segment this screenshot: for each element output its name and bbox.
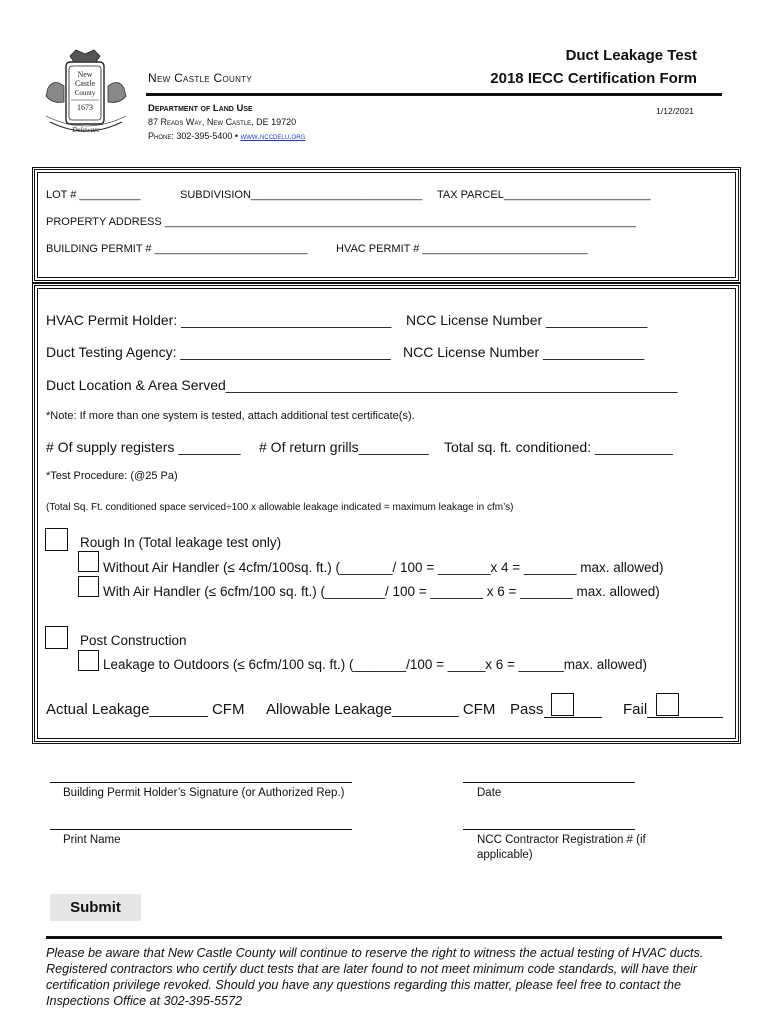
- with-air-handler-checkbox[interactable]: [78, 576, 99, 597]
- multiple-system-note: *Note: If more than one system is tested, attach additional test certificate(s).: [46, 410, 415, 422]
- without-air-handler-checkbox[interactable]: [78, 551, 99, 572]
- county-seal-logo: [40, 48, 132, 138]
- pass-underline: [544, 717, 602, 718]
- leakage-outdoors-field[interactable]: Leakage to Outdoors (≤ 6cfm/100 sq. ft.) (_______/100 = _____x 6 = ______max. allowed): [103, 657, 648, 672]
- date-line[interactable]: [463, 782, 635, 783]
- department-phone: [148, 131, 305, 141]
- submit-button[interactable]: Submit: [50, 894, 141, 921]
- actual-leakage-field[interactable]: Actual Leakage_______ CFM: [46, 701, 245, 718]
- duct-testing-agency-field[interactable]: Duct Testing Agency: ___________________________: [46, 344, 391, 360]
- lot-field[interactable]: LOT # __________: [46, 189, 141, 201]
- total-sqft-field[interactable]: Total sq. ft. conditioned: __________: [444, 439, 673, 455]
- hvac-permit-holder-field[interactable]: HVAC Permit Holder: ___________________________: [46, 312, 392, 328]
- phone-label: Phone: 302-395-5400 •: [148, 131, 239, 141]
- footer-notice: Please be aware that New Castle County will continue to reserve the right to witness the actual testing of HVAC ducts. Registered contractors who certify duct tests that are later found to not meet minimum code standards, will have their certification privilege revoked. Should you have any questions regarding this matter, please feel free to contact the Inspections Office at 302-395-5572: [46, 946, 704, 1008]
- property-address-field[interactable]: PROPERTY ADDRESS _____________________________________________________________________________: [46, 216, 636, 228]
- tax-parcel-field[interactable]: TAX PARCEL________________________: [437, 189, 651, 201]
- hvac-permit-field[interactable]: HVAC PERMIT # ___________________________: [336, 243, 588, 255]
- department-address: 87 Reads Way, New Castle, DE 19720: [148, 117, 297, 127]
- footer-divider: [46, 936, 722, 939]
- ncc-license-field-2[interactable]: NCC License Number _____________: [403, 344, 645, 360]
- rough-in-label: Rough In (Total leakage test only): [80, 535, 282, 550]
- form-title: Duct Leakage Test: [565, 47, 697, 64]
- ncc-registration-label: NCC Contractor Registration # (if: [477, 834, 646, 846]
- pass-checkbox[interactable]: [551, 693, 574, 716]
- website-link[interactable]: www.nccdelu.org: [240, 131, 306, 141]
- fail-checkbox[interactable]: [656, 693, 679, 716]
- post-construction-checkbox[interactable]: [45, 626, 68, 649]
- print-name-label: Print Name: [63, 834, 121, 846]
- rough-in-checkbox[interactable]: [45, 528, 68, 551]
- with-air-handler-field[interactable]: With Air Handler (≤ 6cfm/100 sq. ft.) (________/ 100 = _______ x 6 = _______ max. allowed): [103, 584, 660, 599]
- svg-text:County: County: [74, 89, 96, 97]
- without-air-handler-field[interactable]: Without Air Handler (≤ 4cfm/100sq. ft.) (_______/ 100 = _______x 4 = _______ max. allowed): [103, 560, 664, 575]
- allowable-leakage-field[interactable]: Allowable Leakage________ CFM: [266, 701, 496, 718]
- print-name-line[interactable]: [50, 829, 352, 830]
- header-divider: [146, 93, 722, 96]
- supply-registers-field[interactable]: # Of supply registers ________: [46, 439, 241, 455]
- svg-text:New: New: [77, 70, 93, 79]
- department-name: Department of Land Use: [148, 103, 253, 114]
- test-procedure-label: *Test Procedure: (@25 Pa): [46, 470, 178, 482]
- county-name: New Castle County: [148, 71, 252, 85]
- signature-line[interactable]: [50, 782, 352, 783]
- fail-label: Fail: [623, 701, 648, 718]
- leakage-outdoors-checkbox[interactable]: [78, 650, 99, 671]
- return-grills-field[interactable]: # Of return grills_________: [259, 439, 429, 455]
- form-revision-date: 1/12/2021: [656, 106, 694, 116]
- pass-label: Pass: [510, 701, 544, 718]
- fail-underline: [647, 717, 723, 718]
- ncc-registration-label-2: applicable): [477, 849, 533, 861]
- ncc-registration-line[interactable]: [463, 829, 635, 830]
- date-label: Date: [477, 787, 502, 799]
- svg-text:Delaware: Delaware: [72, 126, 100, 134]
- duct-location-field[interactable]: Duct Location & Area Served__________________________________________________________: [46, 377, 678, 393]
- ncc-license-field-1[interactable]: NCC License Number _____________: [406, 312, 648, 328]
- post-construction-label: Post Construction: [80, 633, 187, 648]
- signature-label: Building Permit Holder’s Signature (or Authorized Rep.): [63, 787, 345, 799]
- form-subtitle: 2018 IECC Certification Form: [490, 70, 697, 87]
- building-permit-field[interactable]: BUILDING PERMIT # _________________________: [46, 243, 308, 255]
- formula-text: (Total Sq. Ft. conditioned space serviced÷100 x allowable leakage indicated = maximum leakage in cfm’s): [46, 502, 514, 513]
- subdivision-field[interactable]: SUBDIVISION____________________________: [180, 189, 423, 201]
- svg-text:Castle: Castle: [75, 79, 95, 88]
- svg-text:1673: 1673: [77, 103, 93, 112]
